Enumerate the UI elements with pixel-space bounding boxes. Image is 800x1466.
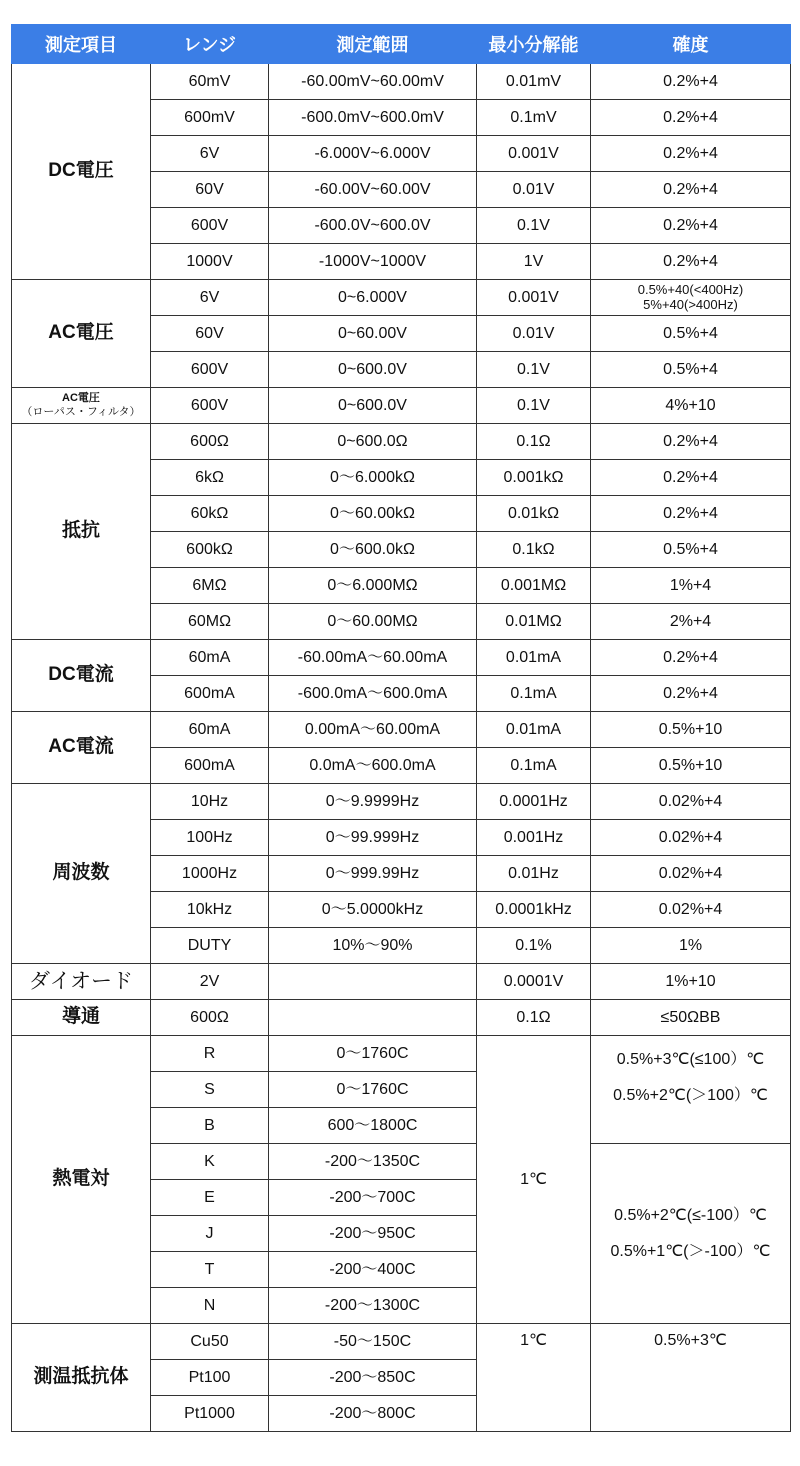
resolution-cell: 0.1V <box>477 388 591 424</box>
accuracy-cell: 0.5%+4 <box>591 352 791 388</box>
accuracy-cell: 0.02%+4 <box>591 892 791 928</box>
category-diode: ダイオード <box>12 964 151 1000</box>
resolution-cell: 0.1kΩ <box>477 532 591 568</box>
accuracy-line-1: 0.5%+40(<400Hz) <box>637 282 744 298</box>
accuracy-cell: 0.2%+4 <box>591 640 791 676</box>
range-cell: 10kHz <box>151 892 269 928</box>
accuracy-cell: 0.2%+4 <box>591 424 791 460</box>
resolution-cell: 0.01V <box>477 316 591 352</box>
measure-range-cell: 0〜1760C <box>269 1072 477 1108</box>
accuracy-cell: 0.2%+4 <box>591 172 791 208</box>
accuracy-cell: 0.02%+4 <box>591 856 791 892</box>
range-cell: 60kΩ <box>151 496 269 532</box>
measure-range-cell: -200〜1300C <box>269 1288 477 1324</box>
range-cell: 6V <box>151 136 269 172</box>
resolution-cell: 0.1Ω <box>477 424 591 460</box>
category-resistance: 抵抗 <box>12 424 151 640</box>
accuracy-cell: 0.02%+4 <box>591 820 791 856</box>
measure-range-cell: -1000V~1000V <box>269 244 477 280</box>
range-cell: 600kΩ <box>151 532 269 568</box>
accuracy-cell <box>591 1144 791 1324</box>
resolution-cell: 0.1% <box>477 928 591 964</box>
measure-range-cell: -200〜400C <box>269 1252 477 1288</box>
header-measure-range: 測定範囲 <box>269 25 477 64</box>
table-row <box>12 280 791 316</box>
range-cell: 6MΩ <box>151 568 269 604</box>
accuracy-line: 0.5%+2℃(≤-100）℃ <box>614 1206 767 1224</box>
resolution-cell: 0.01mA <box>477 712 591 748</box>
resolution-cell: 0.01MΩ <box>477 604 591 640</box>
range-cell: Pt1000 <box>151 1396 269 1432</box>
measure-range-cell: 10%〜90% <box>269 928 477 964</box>
category-dc-voltage: DC電圧 <box>12 64 151 280</box>
resolution-cell: 0.01V <box>477 172 591 208</box>
resolution-cell: 1℃ <box>477 1036 591 1324</box>
measure-range-cell: -60.00V~60.00V <box>269 172 477 208</box>
measure-range-cell: -200〜950C <box>269 1216 477 1252</box>
category-thermocouple: 熱電対 <box>12 1036 151 1324</box>
measure-range-cell: -60.00mA〜60.00mA <box>269 640 477 676</box>
accuracy-cell: 4%+10 <box>591 388 791 424</box>
table-row <box>12 64 791 100</box>
measure-range-cell: 0〜60.00kΩ <box>269 496 477 532</box>
accuracy-cell: 0.5%+4 <box>591 316 791 352</box>
resolution-cell: 0.01mA <box>477 640 591 676</box>
resolution-cell: 0.01Hz <box>477 856 591 892</box>
range-cell: 60MΩ <box>151 604 269 640</box>
table-row <box>12 964 791 1000</box>
resolution-cell: 0.1mA <box>477 676 591 712</box>
range-cell: 600mA <box>151 676 269 712</box>
range-cell: T <box>151 1252 269 1288</box>
range-cell: E <box>151 1180 269 1216</box>
resolution-cell: 0.01kΩ <box>477 496 591 532</box>
range-cell: 6V <box>151 280 269 316</box>
accuracy-cell: 0.2%+4 <box>591 136 791 172</box>
measure-range-cell: 0〜5.0000kHz <box>269 892 477 928</box>
measure-range-cell: 0~600.0Ω <box>269 424 477 460</box>
header-accuracy: 確度 <box>591 25 791 64</box>
measure-range-cell: -60.00mV~60.00mV <box>269 64 477 100</box>
measure-range-cell: -200〜800C <box>269 1396 477 1432</box>
measure-range-cell: 0〜99.999Hz <box>269 820 477 856</box>
accuracy-cell: 0.2%+4 <box>591 496 791 532</box>
category-rtd: 測温抵抗体 <box>12 1324 151 1432</box>
resolution-cell: 0.001MΩ <box>477 568 591 604</box>
measure-range-cell: -50〜150C <box>269 1324 477 1360</box>
measure-range-cell: -6.000V~6.000V <box>269 136 477 172</box>
measure-range-cell: 0~6.000V <box>269 280 477 316</box>
range-cell: 60V <box>151 172 269 208</box>
table-row <box>12 1000 791 1036</box>
accuracy-cell: 0.2%+4 <box>591 64 791 100</box>
resolution-cell: 0.1V <box>477 352 591 388</box>
range-cell: 1000Hz <box>151 856 269 892</box>
table-row <box>12 784 791 820</box>
header-range: レンジ <box>151 25 269 64</box>
accuracy-cell: 0.5%+3℃ <box>591 1324 791 1432</box>
accuracy-cell: 1%+10 <box>591 964 791 1000</box>
range-cell: 600Ω <box>151 1000 269 1036</box>
resolution-cell: 1℃ <box>477 1324 591 1432</box>
table-row <box>12 1324 791 1360</box>
measure-range-cell: 0〜60.00MΩ <box>269 604 477 640</box>
range-cell: 600Ω <box>151 424 269 460</box>
measure-range-cell: 0〜1760C <box>269 1036 477 1072</box>
accuracy-cell: 0.2%+4 <box>591 676 791 712</box>
measure-range-cell: -200〜700C <box>269 1180 477 1216</box>
accuracy-cell: 0.02%+4 <box>591 784 791 820</box>
measure-range-cell: -200〜1350C <box>269 1144 477 1180</box>
accuracy-cell: 0.5%+10 <box>591 712 791 748</box>
measure-range-cell: 0〜9.9999Hz <box>269 784 477 820</box>
range-cell: 600mV <box>151 100 269 136</box>
range-cell: 6kΩ <box>151 460 269 496</box>
measure-range-cell: -600.0mV~600.0mV <box>269 100 477 136</box>
resolution-cell: 0.1Ω <box>477 1000 591 1036</box>
resolution-cell: 0.001V <box>477 280 591 316</box>
accuracy-cell: 0.2%+4 <box>591 244 791 280</box>
table-row <box>12 712 791 748</box>
spec-table <box>11 24 791 1432</box>
category-frequency: 周波数 <box>12 784 151 964</box>
measure-range-cell <box>269 964 477 1000</box>
range-cell: 60mV <box>151 64 269 100</box>
resolution-cell: 0.0001Hz <box>477 784 591 820</box>
measure-range-cell: 0.00mA〜60.00mA <box>269 712 477 748</box>
accuracy-cell: 2%+4 <box>591 604 791 640</box>
accuracy-cell: 0.2%+4 <box>591 460 791 496</box>
category-line-1: AC電圧 <box>62 392 100 405</box>
measure-range-cell: -600.0mA〜600.0mA <box>269 676 477 712</box>
accuracy-cell: ≤50ΩBB <box>591 1000 791 1036</box>
range-cell: K <box>151 1144 269 1180</box>
measure-range-cell: -600.0V~600.0V <box>269 208 477 244</box>
range-cell: J <box>151 1216 269 1252</box>
range-cell: Cu50 <box>151 1324 269 1360</box>
accuracy-line: 0.5%+1℃(＞-100）℃ <box>610 1242 771 1260</box>
accuracy-cell: 0.2%+4 <box>591 208 791 244</box>
measure-range-cell: 0.0mA〜600.0mA <box>269 748 477 784</box>
resolution-cell: 0.1mV <box>477 100 591 136</box>
measure-range-cell: 0~600.0V <box>269 352 477 388</box>
header-resolution: 最小分解能 <box>477 25 591 64</box>
accuracy-cell: 1% <box>591 928 791 964</box>
resolution-cell: 0.001Hz <box>477 820 591 856</box>
accuracy-cell: 0.5%+10 <box>591 748 791 784</box>
table-row <box>12 640 791 676</box>
category-dc-current: DC電流 <box>12 640 151 712</box>
range-cell: S <box>151 1072 269 1108</box>
resolution-cell: 0.001kΩ <box>477 460 591 496</box>
range-cell: 60V <box>151 316 269 352</box>
resolution-cell: 0.1mA <box>477 748 591 784</box>
resolution-cell: 0.0001kHz <box>477 892 591 928</box>
measure-range-cell: 0~600.0V <box>269 388 477 424</box>
category-ac-voltage: AC電圧 <box>12 280 151 388</box>
resolution-cell: 0.01mV <box>477 64 591 100</box>
range-cell: 10Hz <box>151 784 269 820</box>
accuracy-cell: 0.2%+4 <box>591 100 791 136</box>
range-cell: DUTY <box>151 928 269 964</box>
measure-range-cell: 0〜600.0kΩ <box>269 532 477 568</box>
accuracy-cell: 0.5%+4 <box>591 532 791 568</box>
resolution-cell: 0.001V <box>477 136 591 172</box>
category-ac-current: AC電流 <box>12 712 151 784</box>
resolution-cell: 1V <box>477 244 591 280</box>
range-cell: 100Hz <box>151 820 269 856</box>
measure-range-cell: 0~60.00V <box>269 316 477 352</box>
range-cell: R <box>151 1036 269 1072</box>
measure-range-cell: -200〜850C <box>269 1360 477 1396</box>
table-row <box>12 1036 791 1072</box>
accuracy-line: 0.5%+2℃(＞100）℃ <box>613 1087 768 1104</box>
range-cell: 600V <box>151 208 269 244</box>
header-item: 測定項目 <box>12 25 151 64</box>
table-row <box>12 388 791 424</box>
resolution-cell: 0.0001V <box>477 964 591 1000</box>
accuracy-line: 0.5%+3℃(≤100）℃ <box>616 1051 765 1068</box>
table-row <box>12 424 791 460</box>
category-ac-voltage-lowpass <box>12 388 151 424</box>
accuracy-cell <box>591 1036 791 1144</box>
accuracy-cell <box>591 280 791 316</box>
category-continuity: 導通 <box>12 1000 151 1036</box>
measure-range-cell: 0〜6.000MΩ <box>269 568 477 604</box>
measure-range-cell: 600〜1800C <box>269 1108 477 1144</box>
range-cell: 1000V <box>151 244 269 280</box>
range-cell: 60mA <box>151 640 269 676</box>
range-cell: 600V <box>151 388 269 424</box>
category-line-2: （ローパス・フィルタ） <box>21 405 141 418</box>
range-cell: N <box>151 1288 269 1324</box>
measure-range-cell: 0〜999.99Hz <box>269 856 477 892</box>
range-cell: 2V <box>151 964 269 1000</box>
range-cell: 600V <box>151 352 269 388</box>
header-row <box>12 25 791 64</box>
measure-range-cell: 0〜6.000kΩ <box>269 460 477 496</box>
range-cell: 600mA <box>151 748 269 784</box>
accuracy-line-2: 5%+40(>400Hz) <box>643 296 738 312</box>
measure-range-cell <box>269 1000 477 1036</box>
resolution-cell: 0.1V <box>477 208 591 244</box>
range-cell: Pt100 <box>151 1360 269 1396</box>
range-cell: B <box>151 1108 269 1144</box>
accuracy-cell: 1%+4 <box>591 568 791 604</box>
range-cell: 60mA <box>151 712 269 748</box>
